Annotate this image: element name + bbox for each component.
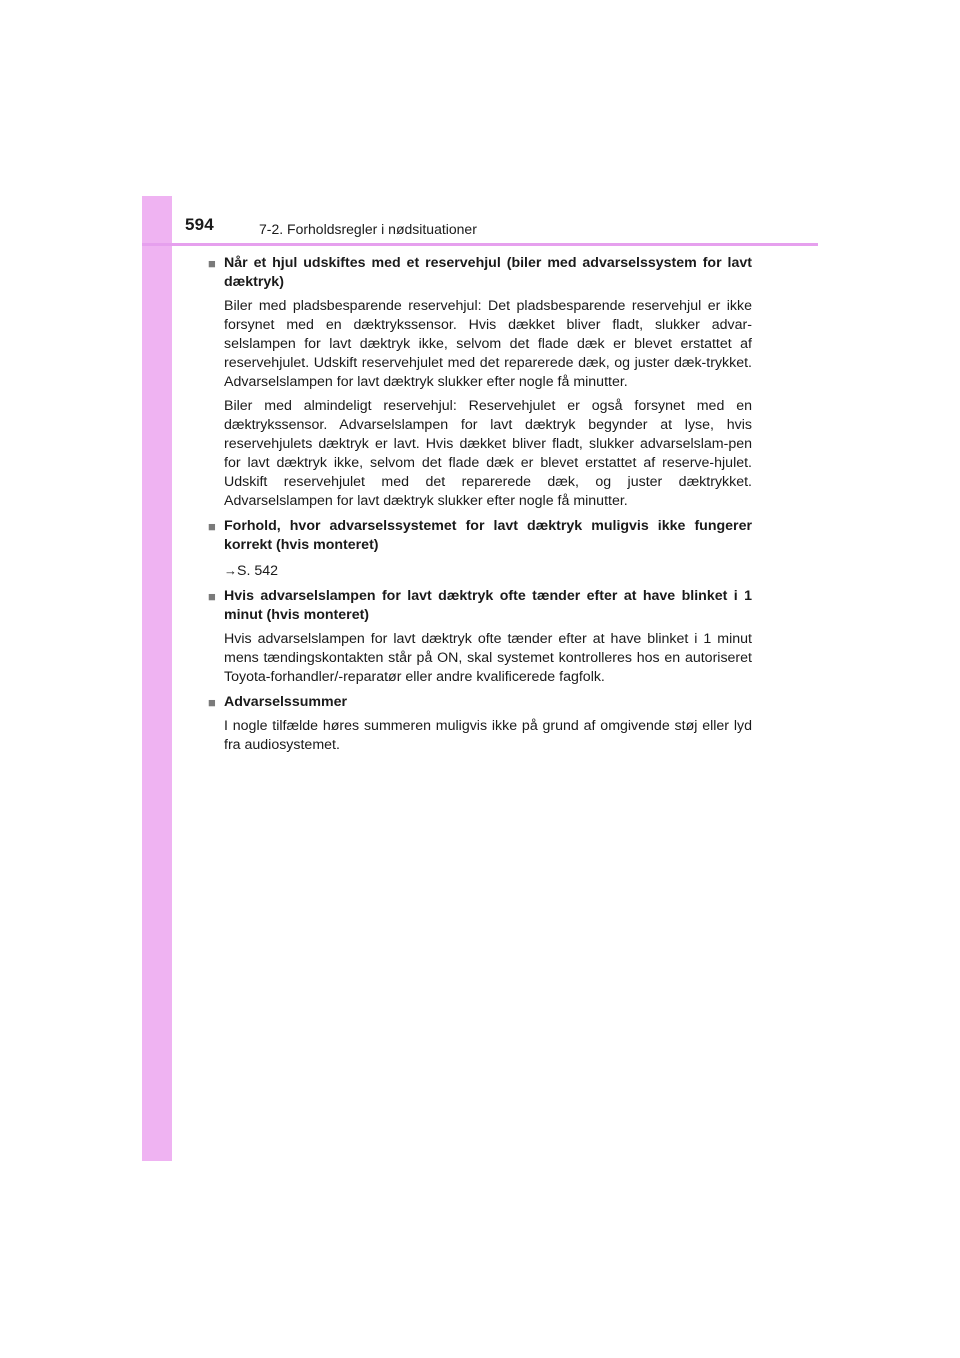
header-tab-strip — [142, 196, 172, 245]
entry-warning-buzzer — [208, 693, 752, 755]
heading-text: Forhold, hvor advarselssystemet for lavt dæktryk muligvis ikke fungerer korrekt (hvis monteret) — [224, 518, 752, 553]
heading-text: Når et hjul udskiftes med et reservehjul (biler med advarselssystem for lavt dæktryk) — [224, 255, 752, 290]
page-number: 594 — [185, 215, 214, 234]
page-reference — [224, 561, 752, 581]
paragraph: Biler med pladsbesparende reservehjul: Det pladsbesparende reservehjul er ikke forsynet med en dæktrykssensor. Hvis dækket bliver fladt, slukker advar-selslampen for lavt dæktryk ikke, selvom det flade dæk er blevet erstattet af reservehjulet. Udskift reservehjulet med det reparerede dæk, og juster dæk-trykket. Advarselslampen for lavt dæktryk slukker efter nogle få minutter. — [224, 298, 752, 390]
entry-heading — [208, 517, 752, 555]
heading-text: Advarselssummer — [224, 694, 348, 710]
square-bullet-icon: ■ — [208, 695, 216, 710]
entry-heading — [208, 254, 752, 292]
section-title: 7-2. Forholdsregler i nødsituationer — [259, 221, 477, 237]
heading-text: Hvis advarselslampen for lavt dæktryk ofte tænder efter at have blinket i 1 minut (hvis monteret) — [224, 588, 752, 623]
entry-warning-light-blinking — [208, 587, 752, 687]
paragraph: Hvis advarselslampen for lavt dæktryk ofte tænder efter at have blinket i 1 minut mens tændingskontakten står på ON, skal systemet kontrolleres hos en autoriseret Toyota-forhandler/-reparatør eller andre kvalificerede fagfolk. — [224, 631, 752, 685]
entry-heading — [208, 587, 752, 625]
paragraph: I nogle tilfælde høres summeren muligvis ikke på grund af omgivende støj eller lyd fra audiosystemet. — [224, 718, 752, 753]
header-rule — [142, 243, 818, 246]
square-bullet-icon: ■ — [208, 589, 216, 604]
arrow-right-icon: → — [224, 563, 237, 578]
paragraph: Biler med almindeligt reservehjul: Reservehjulet er også forsynet med en dæktrykssensor. Advarselslampen for lavt dæktryk begynder at lyse, hvis reservehjulets dæktryk er lavt. Hvis dækket bliver fladt, slukker advarselslam-pen for lavt dæktryk ikke, selvom det flade dæk er blevet erstattet af reserve-hjulet. Udskift reservehjulet med det reparerede dæk, og juster dæktrykket. Advarselslampen for lavt dæktryk slukker efter nogle få minutter. — [224, 398, 752, 509]
page-reference-text: S. 542 — [237, 563, 279, 579]
header-band — [142, 196, 818, 245]
page-content — [208, 254, 752, 761]
square-bullet-icon: ■ — [208, 256, 216, 271]
square-bullet-icon: ■ — [208, 519, 216, 534]
entry-system-conditions — [208, 517, 752, 581]
side-tab-strip — [142, 196, 172, 1161]
entry-heading — [208, 693, 752, 712]
entry-spare-wheel — [208, 254, 752, 511]
